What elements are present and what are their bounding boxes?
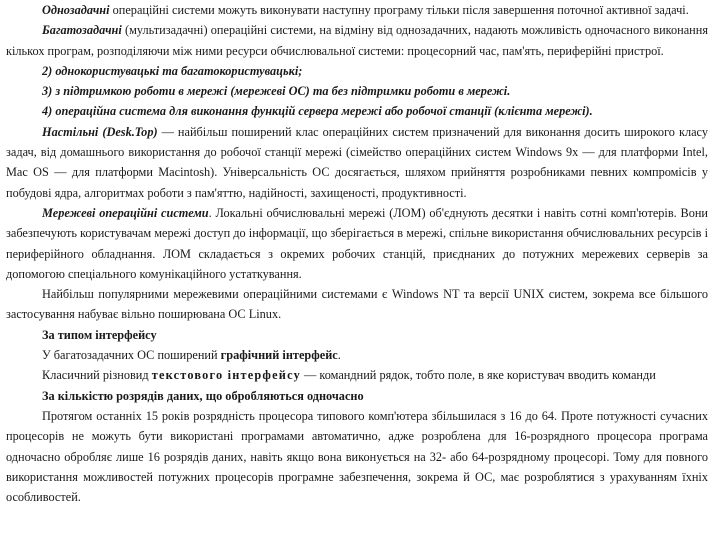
paragraph-bitness: Протягом останніх 15 років розрядність процесора типового комп'ютера збільшилася з 16 до 64. Проте потужності сучасних процесорів не можуть бути використані програмами автоматично, адже розроблена для 16-розрядного процесора програма одночасно обробляє лише 16 розрядів даних, навіть якщо вона виконується на 32- або 64-розрядному процесорі. Тому для повного використання можливостей потужних процесорів програмне забезпечення, зокрема й ОС, має розроблятися з урахуванням їхніх особливостей. — [6, 408, 708, 505]
paragraph-multi-task-text: (мультизадачні) операційні системи, на відміну від однозадачних, надають можливість одночасного виконання кількох програм, розподіляючи між ними ресурси обчислювальної системи: процесорний час, пам'ять, периферійні пристрої. — [6, 23, 708, 58]
term-graphical-interface: графічний інтерфейс — [220, 348, 338, 363]
paragraph-multi-task — [6, 20, 708, 61]
term-multi-task: Багатозадачні — [42, 23, 122, 38]
term-desktop: Настільні (Desk.Top) — [42, 124, 158, 139]
paragraph-single-task-text: операційні системи можуть виконувати наступну програму тільки після завершення поточної активної задачі. — [109, 3, 689, 17]
list-item-3: 3) з підтримкою роботи в мережі (мережеві ОС) та без підтримки роботи в мережі. — [42, 84, 511, 99]
text-interface-pre: Класичний різновид — [42, 368, 152, 383]
paragraph-popular-network-os: Найбільш популярними мережевими операційними системами є Windows NT та версії UNIX систем, зокрема все більшого застосування набуває вільно поширювана ОС Linux. — [6, 287, 708, 322]
term-single-task: Однозадачні — [42, 3, 110, 17]
paragraph-desktop — [6, 122, 708, 203]
heading-interface-type: За типом інтерфейсу — [42, 327, 157, 342]
term-text-interface: текстового інтерфейсу — [151, 368, 301, 383]
paragraph-network-os-text: . Локальні обчислювальні мережі (ЛОМ) об'єднують десятки і навіть сотні комп'ютерів. Вони забезпечують користувачам мережі доступ до інформації, що зберігається в мережі, спільне використання обчислювальних ресурсів і периферійного обладнання. ЛОМ складається з окремих робочих станцій, приєднаних до потужних мережевих серверів за допомогою спеціального комунікаційного устаткування. — [6, 205, 709, 281]
paragraph-text-interface — [6, 365, 708, 385]
graphical-interface-post: . — [337, 348, 341, 363]
paragraph-graphical-interface — [6, 345, 708, 365]
text-interface-post: — командний рядок, тобто поле, в яке користувач вводить команди — [300, 368, 656, 383]
paragraph-network-os — [6, 203, 708, 284]
heading-data-bits: За кількістю розрядів даних, що обробляються одночасно — [42, 388, 364, 403]
graphical-interface-pre: У багатозадачних ОС поширений — [42, 348, 221, 363]
term-network-os: Мережеві операційні системи — [42, 205, 209, 220]
list-item-2: 2) однокористувацькі та багатокористувацькі; — [42, 63, 303, 78]
list-item-4: 4) операційна система для виконання функцій сервера мережі або робочої станції (клієнта мережі). — [42, 104, 593, 119]
paragraph-single-task — [6, 0, 708, 20]
paragraph-desktop-text: — найбільш поширений клас операційних систем призначений для виконання досить широкого класу задач, від домашнього використання до робочої станції мережі (сімейство операційних систем Windows 9x — для платформи Intel, Mac OS — для платформи Macintosh). Універсальність ОС досягається, шляхом прийняття розробниками певних компромісів у побудові ядра, алгоритмах роботи з пам'яттю, надійності, захищеності, продуктивності. — [6, 124, 708, 200]
